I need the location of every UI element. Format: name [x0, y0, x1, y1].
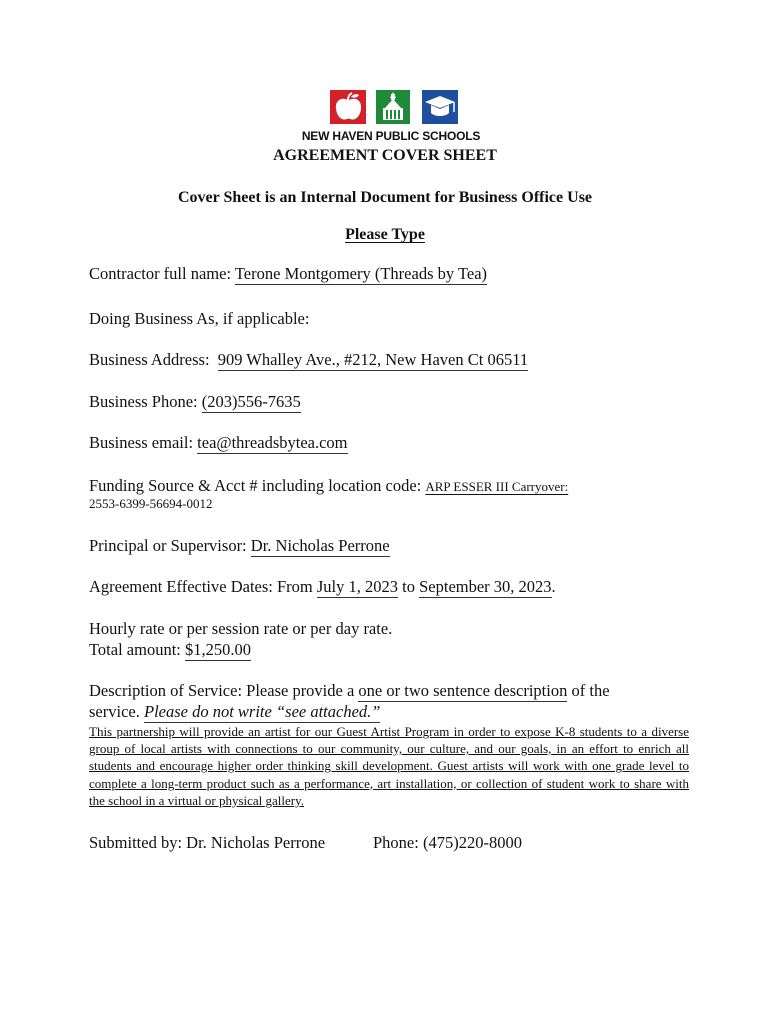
total-row — [89, 640, 251, 660]
total-value: $1,250.00 — [185, 640, 251, 659]
date-to: September 30, 2023 — [419, 577, 552, 596]
contractor-value: Terone Montgomery (Threads by Tea) — [234, 264, 488, 283]
dba-label: Doing Business As, if applicable: — [89, 309, 310, 328]
email-label: Business email: — [89, 433, 194, 452]
building-icon — [376, 90, 410, 124]
phone-label: Business Phone: — [89, 392, 198, 411]
instruction-row — [0, 226, 770, 244]
description-label-row — [89, 681, 610, 701]
total-label: Total amount: — [89, 640, 181, 659]
address-value: 909 Whalley Ave., #212, New Haven Ct 06511 — [217, 350, 529, 369]
org-name: NEW HAVEN PUBLIC SCHOOLS — [301, 129, 481, 143]
principal-label: Principal or Supervisor: — [89, 536, 247, 555]
principal-row — [89, 536, 390, 556]
principal-value: Dr. Nicholas Perrone — [250, 536, 390, 555]
description-label: Description of Service: Please provide a — [89, 681, 355, 700]
logo-icons — [330, 88, 460, 126]
funding-row — [89, 476, 568, 496]
document-subtitle: Cover Sheet is an Internal Document for Business Office Use — [177, 189, 593, 206]
mortarboard-icon — [422, 90, 458, 124]
description-label-end: of the — [571, 681, 610, 700]
rate-label: Hourly rate or per session rate or per day rate. — [89, 619, 393, 638]
dates-row — [89, 577, 556, 597]
apple-icon — [330, 90, 366, 124]
document-title: AGREEMENT COVER SHEET — [273, 147, 497, 164]
contractor-row — [89, 264, 487, 284]
submit-phone-label: Phone: — [373, 833, 419, 852]
email-value: tea@threadsbytea.com — [197, 433, 348, 452]
submit-phone-value: (475)220-8000 — [422, 833, 522, 852]
address-label: Business Address: — [89, 350, 210, 369]
description-value: This partnership will provide an artist for our Guest Artist Program in order to expose K-8 students to a diverse group of local artists with connections to our community, our culture, and our goals, in an effort to enrich all students and encourage higher order thinking skill development. Guest artists will work with one grade level to complete a long-term product such as a performance, art installation, or collection of student work to share with the school in a virtual or physical gallery. — [89, 724, 689, 808]
instruction-text: Please Type — [345, 226, 425, 243]
contractor-label: Contractor full name: — [89, 264, 232, 283]
phone-row — [89, 392, 301, 412]
submit-phone-row — [373, 833, 522, 853]
description-label-row-2 — [89, 702, 380, 722]
phone-value: (203)556-7635 — [201, 392, 301, 411]
email-row — [89, 433, 348, 453]
school-logo — [0, 88, 770, 144]
submitted-row — [89, 833, 325, 853]
dba-row — [89, 309, 309, 329]
funding-label: Funding Source & Acct # including location code: — [89, 476, 422, 495]
submitted-value: Dr. Nicholas Perrone — [186, 833, 326, 852]
description-label-emphasis: one or two sentence description — [358, 681, 568, 700]
funding-code: 2553-6399-56694-0012 — [89, 496, 213, 511]
dates-to: to — [402, 577, 415, 596]
description-label-service: service. — [89, 702, 140, 721]
submitted-label: Submitted by: — [89, 833, 183, 852]
date-from: July 1, 2023 — [316, 577, 399, 596]
funding-code-row — [89, 496, 213, 512]
description-label-note: Please do not write “see attached.” — [143, 702, 381, 721]
dates-end: . — [551, 577, 556, 596]
rate-row — [89, 619, 392, 639]
dates-label: Agreement Effective Dates: From — [89, 577, 313, 596]
funding-value: ARP ESSER III Carryover: — [425, 479, 569, 494]
address-row — [89, 350, 528, 370]
